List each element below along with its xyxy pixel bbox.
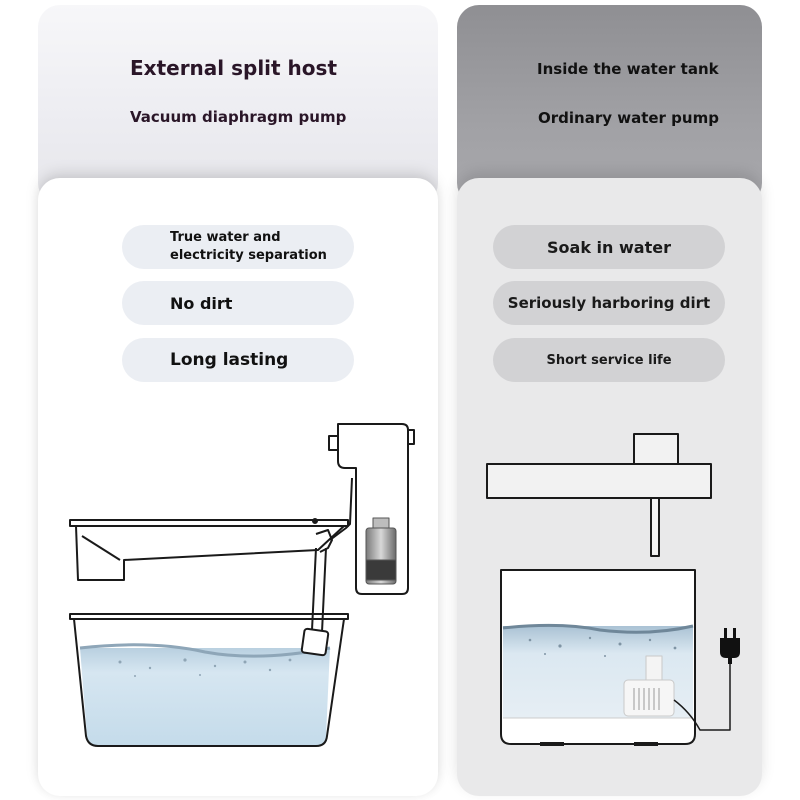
feature-label: Long lasting [170, 350, 289, 370]
feature-label: Short service life [546, 352, 672, 368]
feature-label: True water and electricity separation [170, 230, 327, 263]
feature-label: Soak in water [547, 237, 671, 257]
feature-label: No dirt [170, 293, 233, 313]
feature-label: Seriously harboring dirt [507, 294, 711, 312]
left-title: External split host [130, 56, 338, 80]
split-host-pump-icon [70, 424, 414, 746]
left-subtitle: Vacuum diaphragm pump [130, 108, 347, 126]
right-subtitle: Ordinary water pump [538, 109, 719, 127]
right-title: Inside the water tank [537, 60, 719, 78]
power-plug-icon [720, 628, 740, 664]
submerged-pump-icon [487, 434, 730, 746]
